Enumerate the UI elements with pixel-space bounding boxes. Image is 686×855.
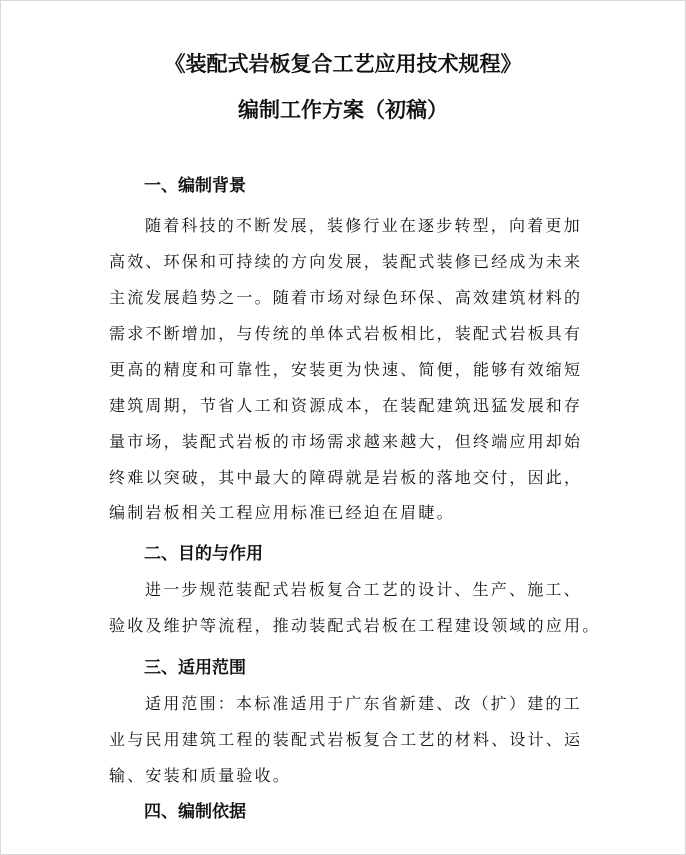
section-heading: 二、目的与作用	[144, 544, 263, 564]
document-subtitle: 编制工作方案（初稿）	[238, 97, 448, 122]
paragraph-line: 建筑周期，节省人工和资源成本，在装配建筑迅猛发展和存	[109, 396, 583, 415]
paragraph-line: 业与民用建筑工程的装配式岩板复合工艺的材料、设计、运	[109, 730, 583, 749]
document-title: 《装配式岩板复合工艺应用技术规程》	[164, 51, 522, 76]
section-heading: 三、适用范围	[144, 658, 246, 678]
paragraph-line: 需求不断增加，与传统的单体式岩板相比，装配式岩板具有	[109, 324, 583, 343]
paragraph-line: 主流发展趋势之一。随着市场对绿色环保、高效建筑材料的	[109, 288, 583, 307]
paragraph-line: 进一步规范装配式岩板复合工艺的设计、生产、施工、	[145, 580, 582, 599]
paragraph-line: 编制岩板相关工程应用标准已经迫在眉睫。	[109, 503, 455, 522]
paragraph-line: 高效、环保和可持续的方向发展，装配式装修已经成为未来	[109, 252, 583, 271]
paragraph-line: 随着科技的不断发展，装修行业在逐步转型，向着更加	[145, 216, 582, 235]
paragraph-line: 验收及维护等流程，推动装配式岩板在工程建设领域的应用。	[109, 616, 601, 635]
paragraph-line: 量市场，装配式岩板的市场需求越来越大，但终端应用却始	[109, 432, 583, 451]
paragraph-line: 输、安装和质量验收。	[109, 766, 292, 785]
paragraph-line: 终难以突破，其中最大的障碍就是岩板的落地交付，因此，	[109, 468, 583, 487]
paragraph-line: 更高的精度和可靠性，安装更为快速、简便，能够有效缩短	[109, 360, 583, 379]
section-heading: 一、编制背景	[144, 176, 246, 196]
paragraph-line: 适用范围：本标准适用于广东省新建、改（扩）建的工	[145, 694, 582, 713]
section-heading: 四、编制依据	[144, 802, 246, 822]
